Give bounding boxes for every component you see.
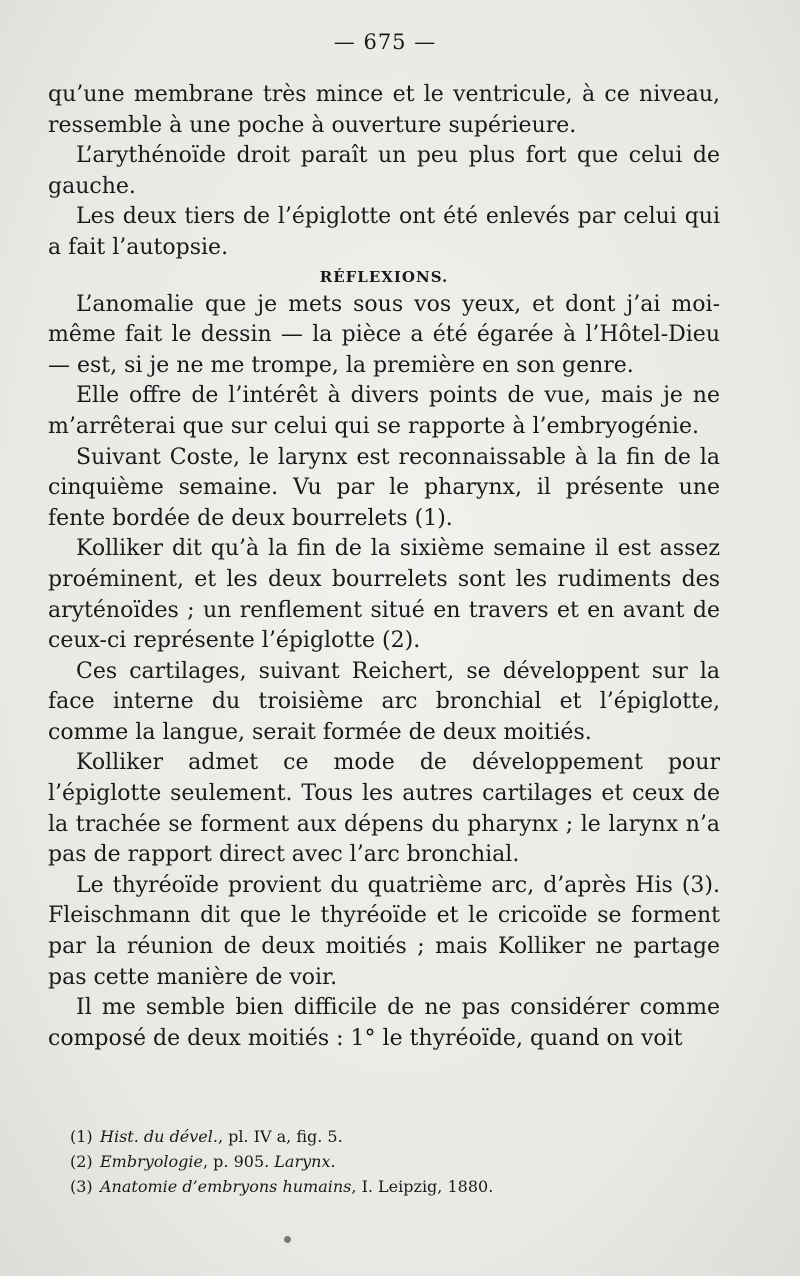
section-heading: RÉFLEXIONS. [319,267,449,286]
footnote-text: . [330,1152,336,1171]
body-text [48,80,720,1054]
paragraph: Kolliker dit qu’à la fin de la sixième semaine il est assez proéminent, et les deux bourrelets sont les rudiments des aryténoïdes ; un renflement situé en travers et en avant de ceux-ci représente l’épiglotte (2). [48,536,720,654]
paragraph: L’arythénoïde droit paraît un peu plus fort que celui de gauche. [48,143,720,199]
page-number: — 675 — [333,30,437,54]
footnote-text: , p. 905. [203,1152,275,1171]
paragraph: Il me semble bien difficile de ne pas considérer comme composé de deux moitiés : 1° le thyréoïde, quand on voit [48,995,720,1051]
footnote [70,1149,710,1174]
paragraph: Kolliker admet ce mode de développement pour l’épiglotte seulement. Tous les autres cartilages et ceux de la trachée se forment aux dépens du pharynx ; le larynx n’a pas de rapport direct avec l’arc bronchial. [48,750,720,868]
ink-spot [284,1236,291,1243]
paragraph: qu’une membrane très mince et le ventricule, à ce niveau, ressemble à une poche à ouverture supérieure. [48,82,720,138]
paragraph: Les deux tiers de l’épiglotte ont été enlevés par celui qui a fait l’autopsie. [48,204,720,260]
footnote [70,1124,710,1149]
footnote-text: , pl. IV a, fig. 5. [217,1127,343,1146]
paragraph: Ces cartilages, suivant Reichert, se développent sur la face interne du troisième arc bronchial et l’épiglotte, comme la langue, serait formée de deux moitiés. [48,658,720,745]
footnote [70,1174,710,1199]
footnote-number: (2) [70,1152,93,1171]
paragraph: Suivant Coste, le larynx est reconnaissable à la fin de la cinquième semaine. Vu par le pharynx, il présente une fente bordée de deux bourrelets (1). [48,444,720,531]
footnotes [70,1124,710,1199]
paragraph: Le thyréoïde provient du quatrième arc, d’après His (3). Fleischmann dit que le thyréoïde et le cricoïde se forment par la réunion de deux moitiés ; mais Kolliker ne partage pas cette manière de voir. [48,872,720,990]
footnote-number: (1) [70,1127,93,1146]
footnote-title: Anatomie d’embryons humains [100,1177,352,1196]
paragraph: Elle offre de l’intérêt à divers points de vue, mais je ne m’arrêterai que sur celui qui se rapporte à l’embryogénie. [48,383,720,439]
footnote-title: Embryologie [100,1152,203,1171]
footnote-number: (3) [70,1177,93,1196]
paragraph: L’anomalie que je mets sous vos yeux, et dont j’ai moi-même fait le dessin — la pièce a été égarée à l’Hôtel-Dieu — est, si je ne me trompe, la première en son genre. [48,291,720,378]
footnote-title: Hist. du dével. [100,1127,218,1146]
footnote-text: , I. Leipzig, 1880. [351,1177,494,1196]
footnote-title: Larynx [274,1152,331,1171]
